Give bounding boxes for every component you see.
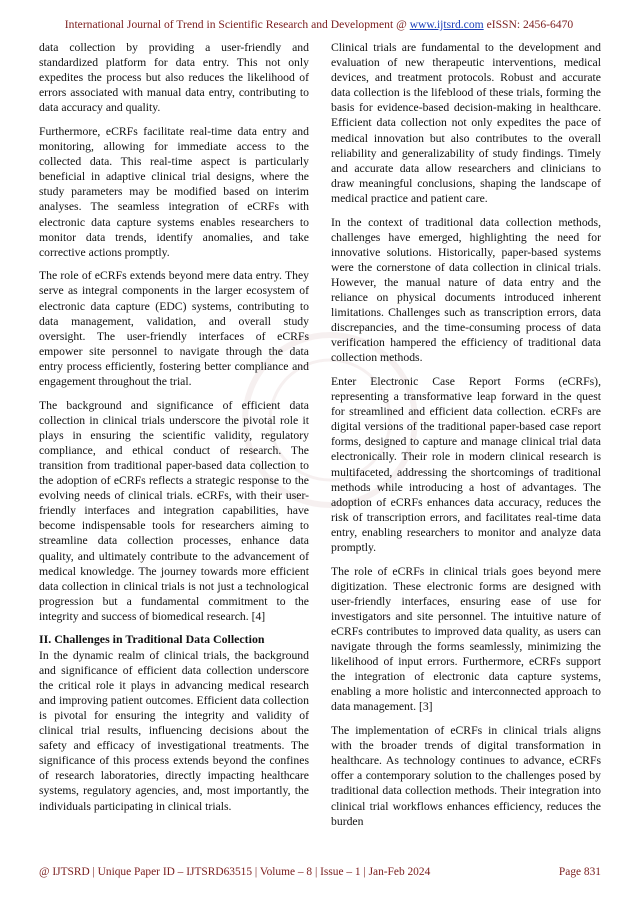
paragraph: In the dynamic realm of clinical trials, the background and significance of efficient data collection underscore the critical role it plays in advancing medical research and improving patient outcomes. Efficient data collection is pivotal for ensuring the integrity and validity of clinical trial results, influencing decisions about the safety and efficacy of investigational treatments. The significance of this process extends beyond the confines of research laboratories, directly impacting healthcare systems, regulatory agencies, and, most importantly, the individuals participating in clinical trials. [39, 648, 309, 813]
footer-info: @ IJTSRD | Unique Paper ID – IJTSRD63515 | Volume – 8 | Issue – 1 | Jan-Feb 2024 [39, 866, 431, 878]
journal-name: International Journal of Trend in Scientific Research and Development @ [64, 18, 407, 31]
issn: eISSN: 2456-6470 [486, 18, 574, 31]
paragraph: data collection by providing a user-friendly and standardized platform for data entry. This not only expedites the process but also reduces the likelihood of errors associated with manual data entry, contributing to data accuracy and quality. [39, 41, 309, 115]
paragraph: The role of eCRFs extends beyond mere data entry. They serve as integral components in the larger ecosystem of electronic data capture (EDC) systems, contributing to data management, validation, and overall study oversight. The user-friendly interfaces of eCRFs empower site personnel to navigate through the data entry process efficiently, fostering better compliance and engagement throughout the trial. [39, 269, 309, 388]
page-number: Page 831 [558, 866, 601, 878]
page-header [0, 18, 638, 31]
paragraph: Furthermore, eCRFs facilitate real-time data entry and monitoring, allowing for immediate access to the collected data. This real-time aspect is particularly beneficial in adaptive clinical trial designs, where the study parameters may be modified based on interim analyses. The seamless integration of eCRFs with electronic data capture systems enables researchers to monitor data trends, identify anomalies, and take corrective actions promptly. [39, 124, 309, 259]
paragraph: Enter Electronic Case Report Forms (eCRFs), representing a transformative leap forward in the quest for streamlined and efficient data collection. eCRFs are digital versions of the traditional paper-based case report forms, designed to capture and manage clinical trial data electronically. Their role in modern clinical research is multifaceted, addressing the shortcomings of traditional methods while introducing a host of advantages. The adoption of eCRFs enhances data accuracy, reduces the risk of transcription errors, and facilitates real-time data entry, enabling researchers to monitor and analyze data promptly. [331, 374, 601, 554]
left-column [39, 40, 309, 822]
paragraph: The implementation of eCRFs in clinical trials aligns with the broader trends of digital transformation in healthcare. As technology continues to advance, eCRFs offer a contemporary solution to the challenges posed by traditional data collection methods. Their integration into clinical trial workflows enhances efficiency, reduces the burden [331, 724, 601, 828]
paragraph: Clinical trials are fundamental to the development and evaluation of new therapeutic interventions, medical devices, and treatment protocols. Robust and accurate data collection is the lifeblood of these trials, forming the basis for evidence-based decision-making in healthcare. Efficient data collection not only expedites the pace of medical innovation but also contributes to the overall reliability and generalizability of study findings. Timely and accurate data allow researchers and clinicians to draw meaningful conclusions, shaping the landscape of medical practice and patient care. [331, 41, 601, 205]
paragraph: The background and significance of efficient data collection in clinical trials underscore the pivotal role it plays in ensuring the scientific validity, regulatory compliance, and ethical conduct of research. The transition from traditional paper-based data collection to the adoption of eCRFs reflects a strategic response to the evolving needs of clinical trials. eCRFs, with their user-friendly interfaces and integration capabilities, have become indispensable tools for researchers aiming to streamline data collection processes, enhance data quality, and ultimately contribute to the advancement of medical knowledge. The journey towards more efficient data collection in clinical trials is not just a technological progression but a fundamental commitment to the integrity and success of biomedical research. [4] [39, 398, 309, 623]
right-column [331, 40, 601, 837]
journal-link[interactable]: www.ijtsrd.com [409, 18, 484, 31]
paragraph: The role of eCRFs in clinical trials goes beyond mere digitization. These electronic forms are designed with user-friendly interfaces, ensuring ease of use for investigators and site personnel. The intuitive nature of eCRFs contributes to improved data quality, as users can navigate through the forms seamlessly, minimizing the likelihood of input errors. Furthermore, eCRFs support the integration of electronic data capture systems, enabling a more holistic and interconnected approach to data management. [3] [331, 564, 601, 714]
section-heading: II. Challenges in Traditional Data Collection [39, 632, 265, 647]
page-footer [39, 866, 601, 878]
paragraph: In the context of traditional data collection methods, challenges have emerged, highlighting the need for innovative solutions. Historically, paper-based systems were the cornerstone of data collection in clinical trials. However, the manual nature of data entry and the reliance on physical documents introduced inherent limitations. Challenges such as transcription errors, data discrepancies, and the time-consuming process of data verification hampered the efficiency of traditional data collection methods. [331, 215, 601, 365]
